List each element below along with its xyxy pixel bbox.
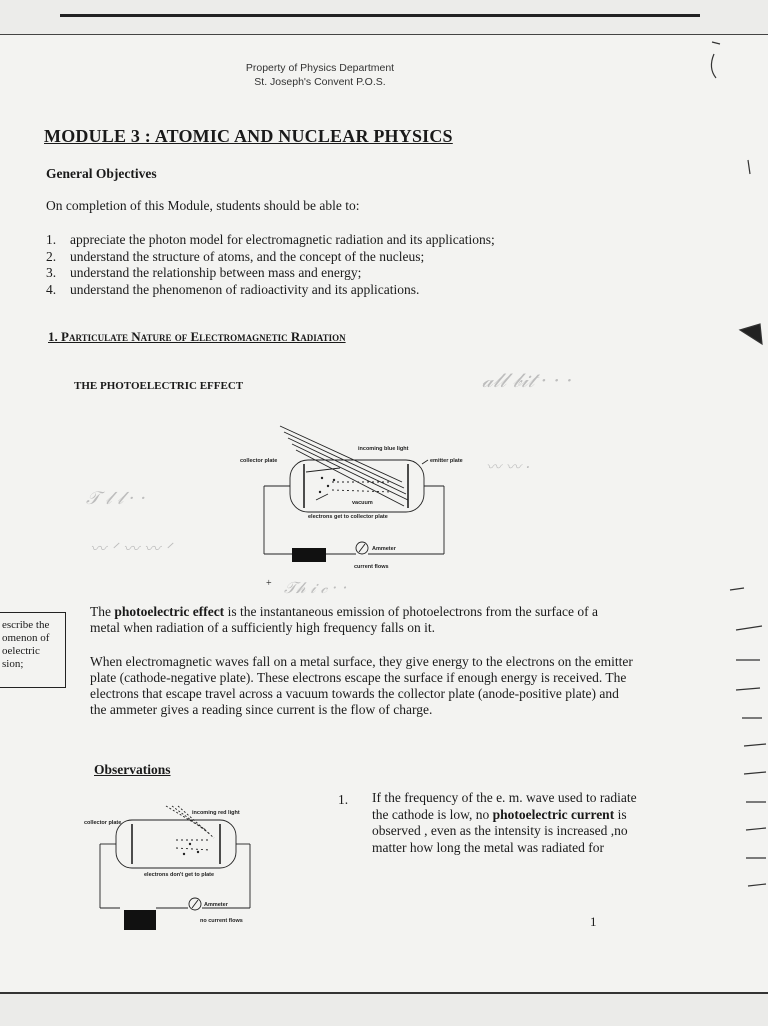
photoelectric-current-term: photoelectric current [492,806,615,822]
objectives-intro: On completion of this Module, students should be able to: [46,198,360,213]
objective-item: 4. understand the phenomenon of radioactivity and its applications. [46,281,420,297]
observations-heading: Observations [94,762,171,777]
margin-mark [712,42,720,44]
margin-mark [748,160,750,174]
label-ammeter: Ammeter [372,546,396,552]
pencil-scribble-icon: 〰 ᐟ 〰 〰 ᐟ [90,539,172,558]
label-current: current flows [354,564,389,570]
label-electrons: electrons get to collector plate [308,514,388,520]
electron-dot [327,485,329,487]
label-collector-plate: collector plate [84,820,122,826]
header-department: Property of Physics Department [245,62,395,74]
margin-marks [700,30,768,990]
observation-number: 1. [338,792,349,807]
objective-item: 3. understand the relationship between mass and energy; [46,265,362,280]
page-top-edge [0,0,768,35]
margin-mark [746,828,766,830]
header-school: St. Joseph's Convent P.O.S. [254,76,386,88]
objective-item: 1. appreciate the photon model for electromagnetic radiation and its applications; [46,232,495,247]
label-vacuum: vacuum [352,500,373,506]
side-note-box [0,612,66,688]
margin-mark [744,744,766,746]
label-ammeter: Ammeter [204,902,228,908]
objective-item: 2. understand the structure of atoms, and the concept of the nucleus; [46,248,425,264]
side-note-line: escribe the [2,619,50,631]
label-incoming-light: incoming blue light [358,446,409,452]
margin-mark [748,884,766,886]
electron-dot [333,479,335,481]
page-number: 1 [590,914,597,929]
electron-arrow [316,494,328,500]
photoelectric-heading: THE PHOTOELECTRIC EFFECT [74,380,244,392]
pencil-scribble-icon: 𝒶𝓁𝓁 𝒷𝒾𝓉 · · · [482,368,573,392]
pencil-scribble-icon: 𝒯𝒽 𝒾 𝒸 · · [284,578,348,597]
electron-dot [197,851,199,853]
battery-icon [124,910,156,930]
side-note-line: sion; [2,658,24,670]
binding-strip [60,14,700,17]
general-objectives-heading: General Objectives [46,166,157,181]
battery-icon [292,548,326,562]
electron-dot [189,843,191,845]
margin-mark [744,772,766,774]
photoelectric-diagram [232,420,472,600]
pencil-scribble-icon: 〰 〰 · [486,458,531,476]
electron-dot [183,853,185,855]
margin-mark [740,324,762,344]
margin-mark [730,588,744,590]
red-light-diagram [80,800,270,930]
label-current: no current flows [200,918,243,924]
photoelectric-effect-term: photoelectric effect [114,604,225,619]
label-emitter-plate: emitter plate [430,458,463,464]
electron-dot [319,491,321,493]
side-note-line: omenon of [2,632,50,644]
label-incoming-light: incoming red light [192,810,240,816]
margin-mark [736,626,762,630]
label-electrons: electrons don't get to plate [144,872,215,878]
section-1-title: 1. Particulate Nature of Electromagnetic Radiation [48,329,346,344]
pointer-line [422,460,428,464]
electron-dot [321,477,323,479]
objectives-list [46,232,606,298]
pencil-scribble-icon: 𝒯 𝓁 𝓁 · · [86,488,147,509]
page-bottom-edge [0,992,768,1026]
ammeter-needle [359,544,365,552]
photoelectric-explanation: When electromagnetic waves fall on a metal surface, they give energy to the electrons on the emitter plate (cathode-negative plate). These electrons escape the surface if enough energy is received. The electrons that escape travel across a vacuum towards the collector plate (anode-positive plate) and the ammeter gives a reading since current is the flow of charge. [90,654,633,717]
ammeter-needle [192,900,198,908]
label-collector-plate: collector plate [240,458,278,464]
margin-mark [711,54,716,78]
label-plus: + [266,578,272,589]
vacuum-tube [116,820,236,868]
module-title: MODULE 3 : ATOMIC AND NUCLEAR PHYSICS [44,126,453,146]
electron-path [332,490,392,492]
side-note-line: oelectric [2,645,40,657]
observation-1-text: If the frequency of the e. m. wave used to radiate the cathode is low, no photoelectric current is observed , even as the intensity is increased ,no matter how long the metal was radiated for [372,790,637,855]
margin-mark [736,688,760,690]
photoelectric-definition: The photoelectric effect is the instantaneous emission of photoelectrons from the surface of a metal when radiation of a sufficiently high frequency falls on it. [90,604,598,635]
electron-path [176,848,210,850]
